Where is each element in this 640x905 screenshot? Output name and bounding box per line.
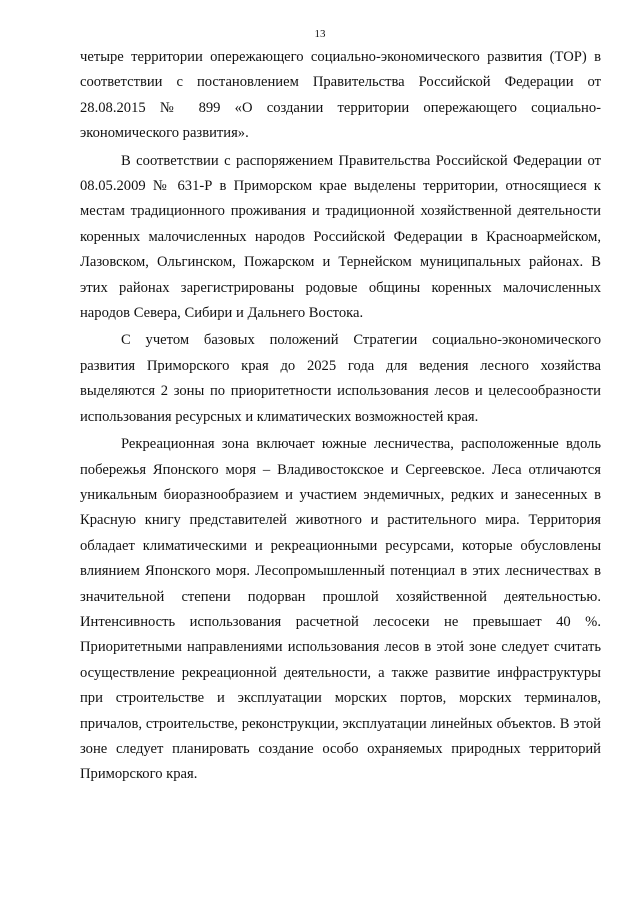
paragraph-forest-zones: С учетом базовых положений Стратегии социально-экономического развития Приморского края до 2025 года для ведения лесного хозяйства выделяются 2 зоны по приоритетности использования лесов и целесообразности использования ресурсных и климатических возможностей края. — [80, 332, 601, 425]
paragraph-recreational-zone: Рекреационная зона включает южные лесничества, расположенные вдоль побережья Японского моря – Владивостокское и Сергеевское. Леса отличаются уникальным биоразнообразием и участием эндемичных, редких и занесенных в Красную книгу представителей животного и растительного мира. Территория обладает климатическими и рекреационными ресурсами, которые обусловлены влиянием Японского моря. Лесопромышленный потенциал в этих лесничествах в значительной степени подорван прошлой хозяйственной деятельностью. Интенсивность использования расчетной лесосеки не превышает 40 %. Приоритетными направлениями использования лесов в этой зоне следует считать осуществление рекреационной деятельности, а также развитие инфраструктуры при строительстве и эксплуатации морских портов, морских терминалов, причалов, строительстве, реконструкции, эксплуатации линейных объектов. В этой зоне следует планировать создание особо охраняемых природных территорий Приморского края. — [80, 436, 601, 783]
page-number: 13 — [314, 28, 326, 40]
paragraph-tor-continuation: четыре территории опережающего социально-экономического развития (ТОР) в соответствии с постановлением Правительства Российской Федерации от 28.08.2015 № 899 «О создании территории опережающего социально-экономического развития». — [80, 49, 601, 142]
paragraph-indigenous-territories: В соответствии с распоряжением Правительства Российской Федерации от 08.05.2009 № 631-Р в Приморском крае выделены территории, относящиеся к местам традиционного проживания и традиционной хозяйственной деятельности коренных малочисленных народов Российской Федерации в Красноармейском, Лазовском, Ольгинском, Пожарском и Тернейском муниципальных районах. В этих районах зарегистрированы родовые общины коренных малочисленных народов Севера, Сибири и Дальнего Востока. — [80, 152, 601, 322]
document-body — [80, 45, 601, 788]
